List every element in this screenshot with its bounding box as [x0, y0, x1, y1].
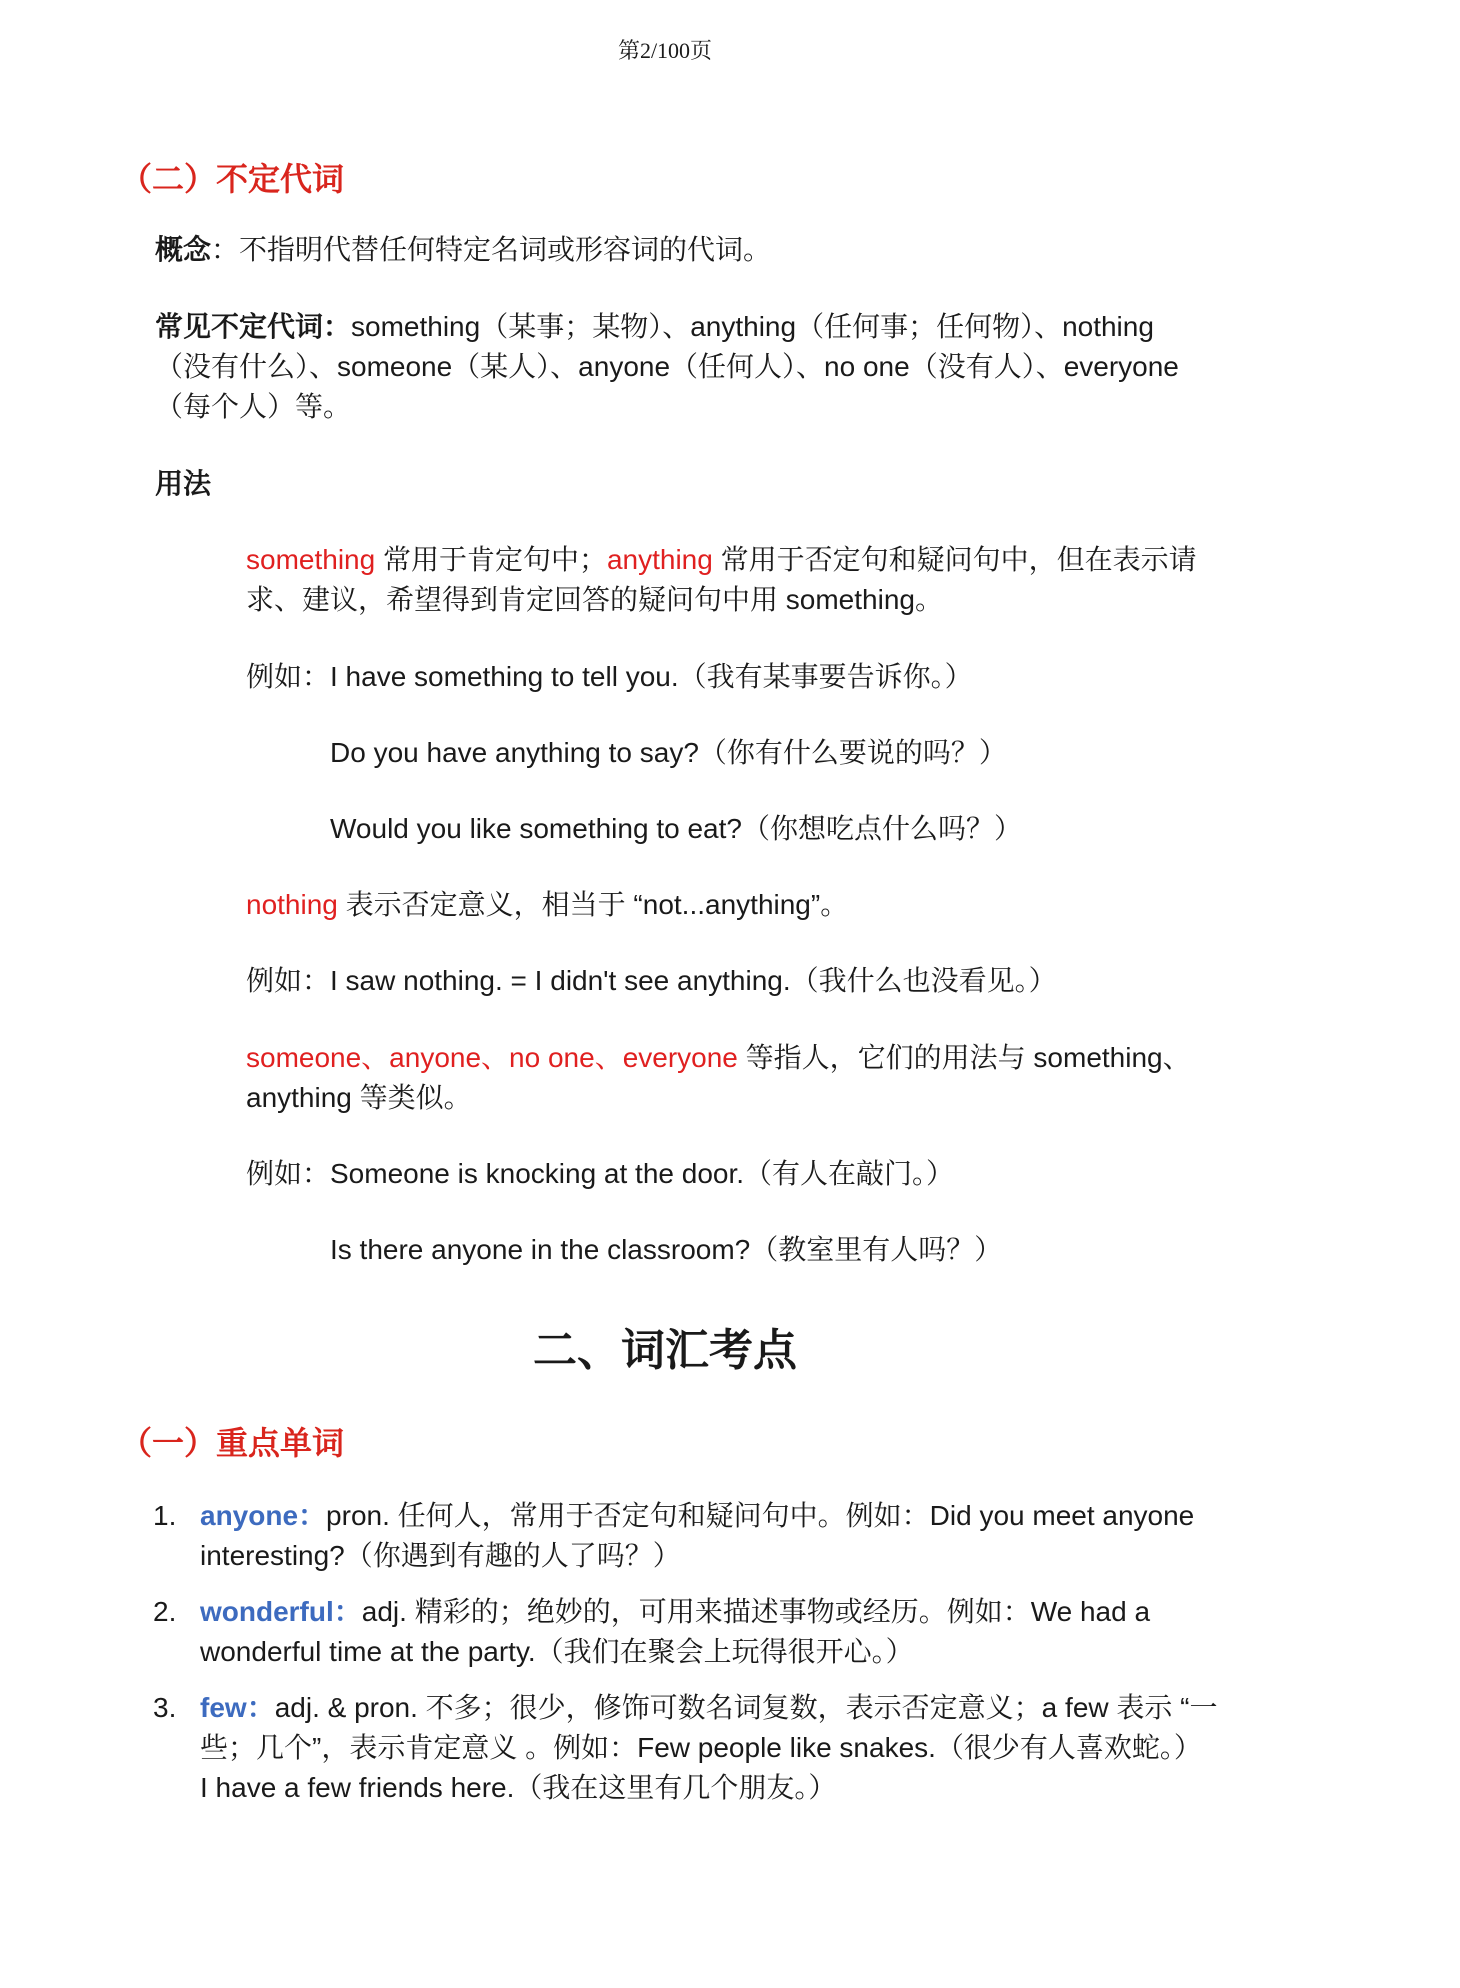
section-heading-indefinite-pronouns: （二）不定代词 [120, 161, 345, 197]
list-item-few-line-3: I have a few friends here.（我在这里有几个朋友。） [200, 1772, 837, 1803]
common-pronouns-line-3: （每个人）等。 [155, 391, 352, 422]
list-number: 1. [153, 1500, 177, 1531]
subsection-heading-key-words: （一）重点单词 [120, 1425, 345, 1461]
rule1-line-1 [246, 540, 1197, 580]
common-text-1: something（某事；某物）、anything（任何事；任何物）、nothing [351, 311, 1154, 342]
common-label: 常见不定代词： [155, 311, 352, 342]
concept-text: ：不指明代替任何特定名词或形容词的代词。 [211, 234, 772, 265]
rule3-line-1 [246, 1038, 1191, 1078]
vocab-definition: adj. 精彩的；绝妙的，可用来描述事物或经历。例如：We had a [361, 1596, 1151, 1627]
list-item-anyone-line-1 [200, 1496, 1194, 1536]
vocab-definition: pron. 任何人，常用于否定句和疑问句中。例如：Did you meet anyone [326, 1500, 1195, 1531]
vocab-colon: ： [298, 1500, 327, 1531]
vocab-colon: ： [246, 1692, 275, 1723]
common-pronouns-line-1 [155, 307, 1154, 347]
example1-line-2: Do you have anything to say?（你有什么要说的吗？） [330, 737, 1007, 768]
vocab-word: few [200, 1692, 247, 1723]
list-item-few-line-2: 些；几个”，表示肯定意义 。例如：Few people like snakes.（很少有人喜欢蛇。） [200, 1732, 1202, 1763]
list-item-wonderful-line-2: wonderful time at the party.（我们在聚会上玩得很开心。） [200, 1636, 914, 1667]
rule2-text: 表示否定意义，相当于 “not...anything”。 [337, 889, 849, 920]
page-number: 第2/100页 [617, 38, 713, 63]
rule1-line-2: 求、建议，希望得到肯定回答的疑问句中用 something。 [246, 584, 943, 615]
example3-line-2: Is there anyone in the classroom?（教室里有人吗？） [330, 1234, 1003, 1265]
rule1-term-something: something [246, 544, 376, 575]
rule3-text: 等指人，它们的用法与 something、 [737, 1042, 1191, 1073]
rule1-term-anything: anything [606, 544, 713, 575]
rule3-line-2: anything 等类似。 [246, 1082, 472, 1113]
list-number: 3. [153, 1692, 177, 1723]
rule2-line [246, 885, 848, 925]
example1-line-3: Would you like something to eat?（你想吃点什么吗？） [330, 813, 1022, 844]
example3-line-1: 例如：Someone is knocking at the door.（有人在敲门。） [246, 1158, 955, 1189]
vocab-word: wonderful [200, 1596, 334, 1627]
common-pronouns-line-2: （没有什么）、someone（某人）、anyone（任何人）、no one（没有人）、everyone [155, 351, 1179, 382]
example2-line-1: 例如：I saw nothing. = I didn't see anything.（我什么也没看见。） [246, 965, 1057, 996]
vocab-word: anyone [200, 1500, 299, 1531]
concept-label: 概念 [155, 234, 212, 265]
usage-label: 用法 [155, 468, 212, 499]
list-number: 2. [153, 1596, 177, 1627]
list-item-anyone-line-2: interesting?（你遇到有趣的人了吗？） [200, 1540, 681, 1571]
list-item-few-line-1 [200, 1688, 1218, 1728]
rule2-term-nothing: nothing [246, 889, 338, 920]
rule1-text-b: 常用于否定句和疑问句中，但在表示请 [712, 544, 1197, 575]
section-heading-vocabulary: 二、词汇考点 [533, 1326, 797, 1375]
vocab-colon: ： [333, 1596, 362, 1627]
rule1-text-a: 常用于肯定句中； [375, 544, 607, 575]
concept-line [155, 230, 771, 270]
example1-line-1: 例如：I have something to tell you.（我有某事要告诉你。） [246, 661, 973, 692]
vocab-definition: adj. & pron. 不多；很少，修饰可数名词复数，表示否定意义；a few 表示 “一 [274, 1692, 1218, 1723]
list-item-wonderful-line-1 [200, 1592, 1150, 1632]
rule3-terms: someone、anyone、no one、everyone [246, 1042, 738, 1073]
